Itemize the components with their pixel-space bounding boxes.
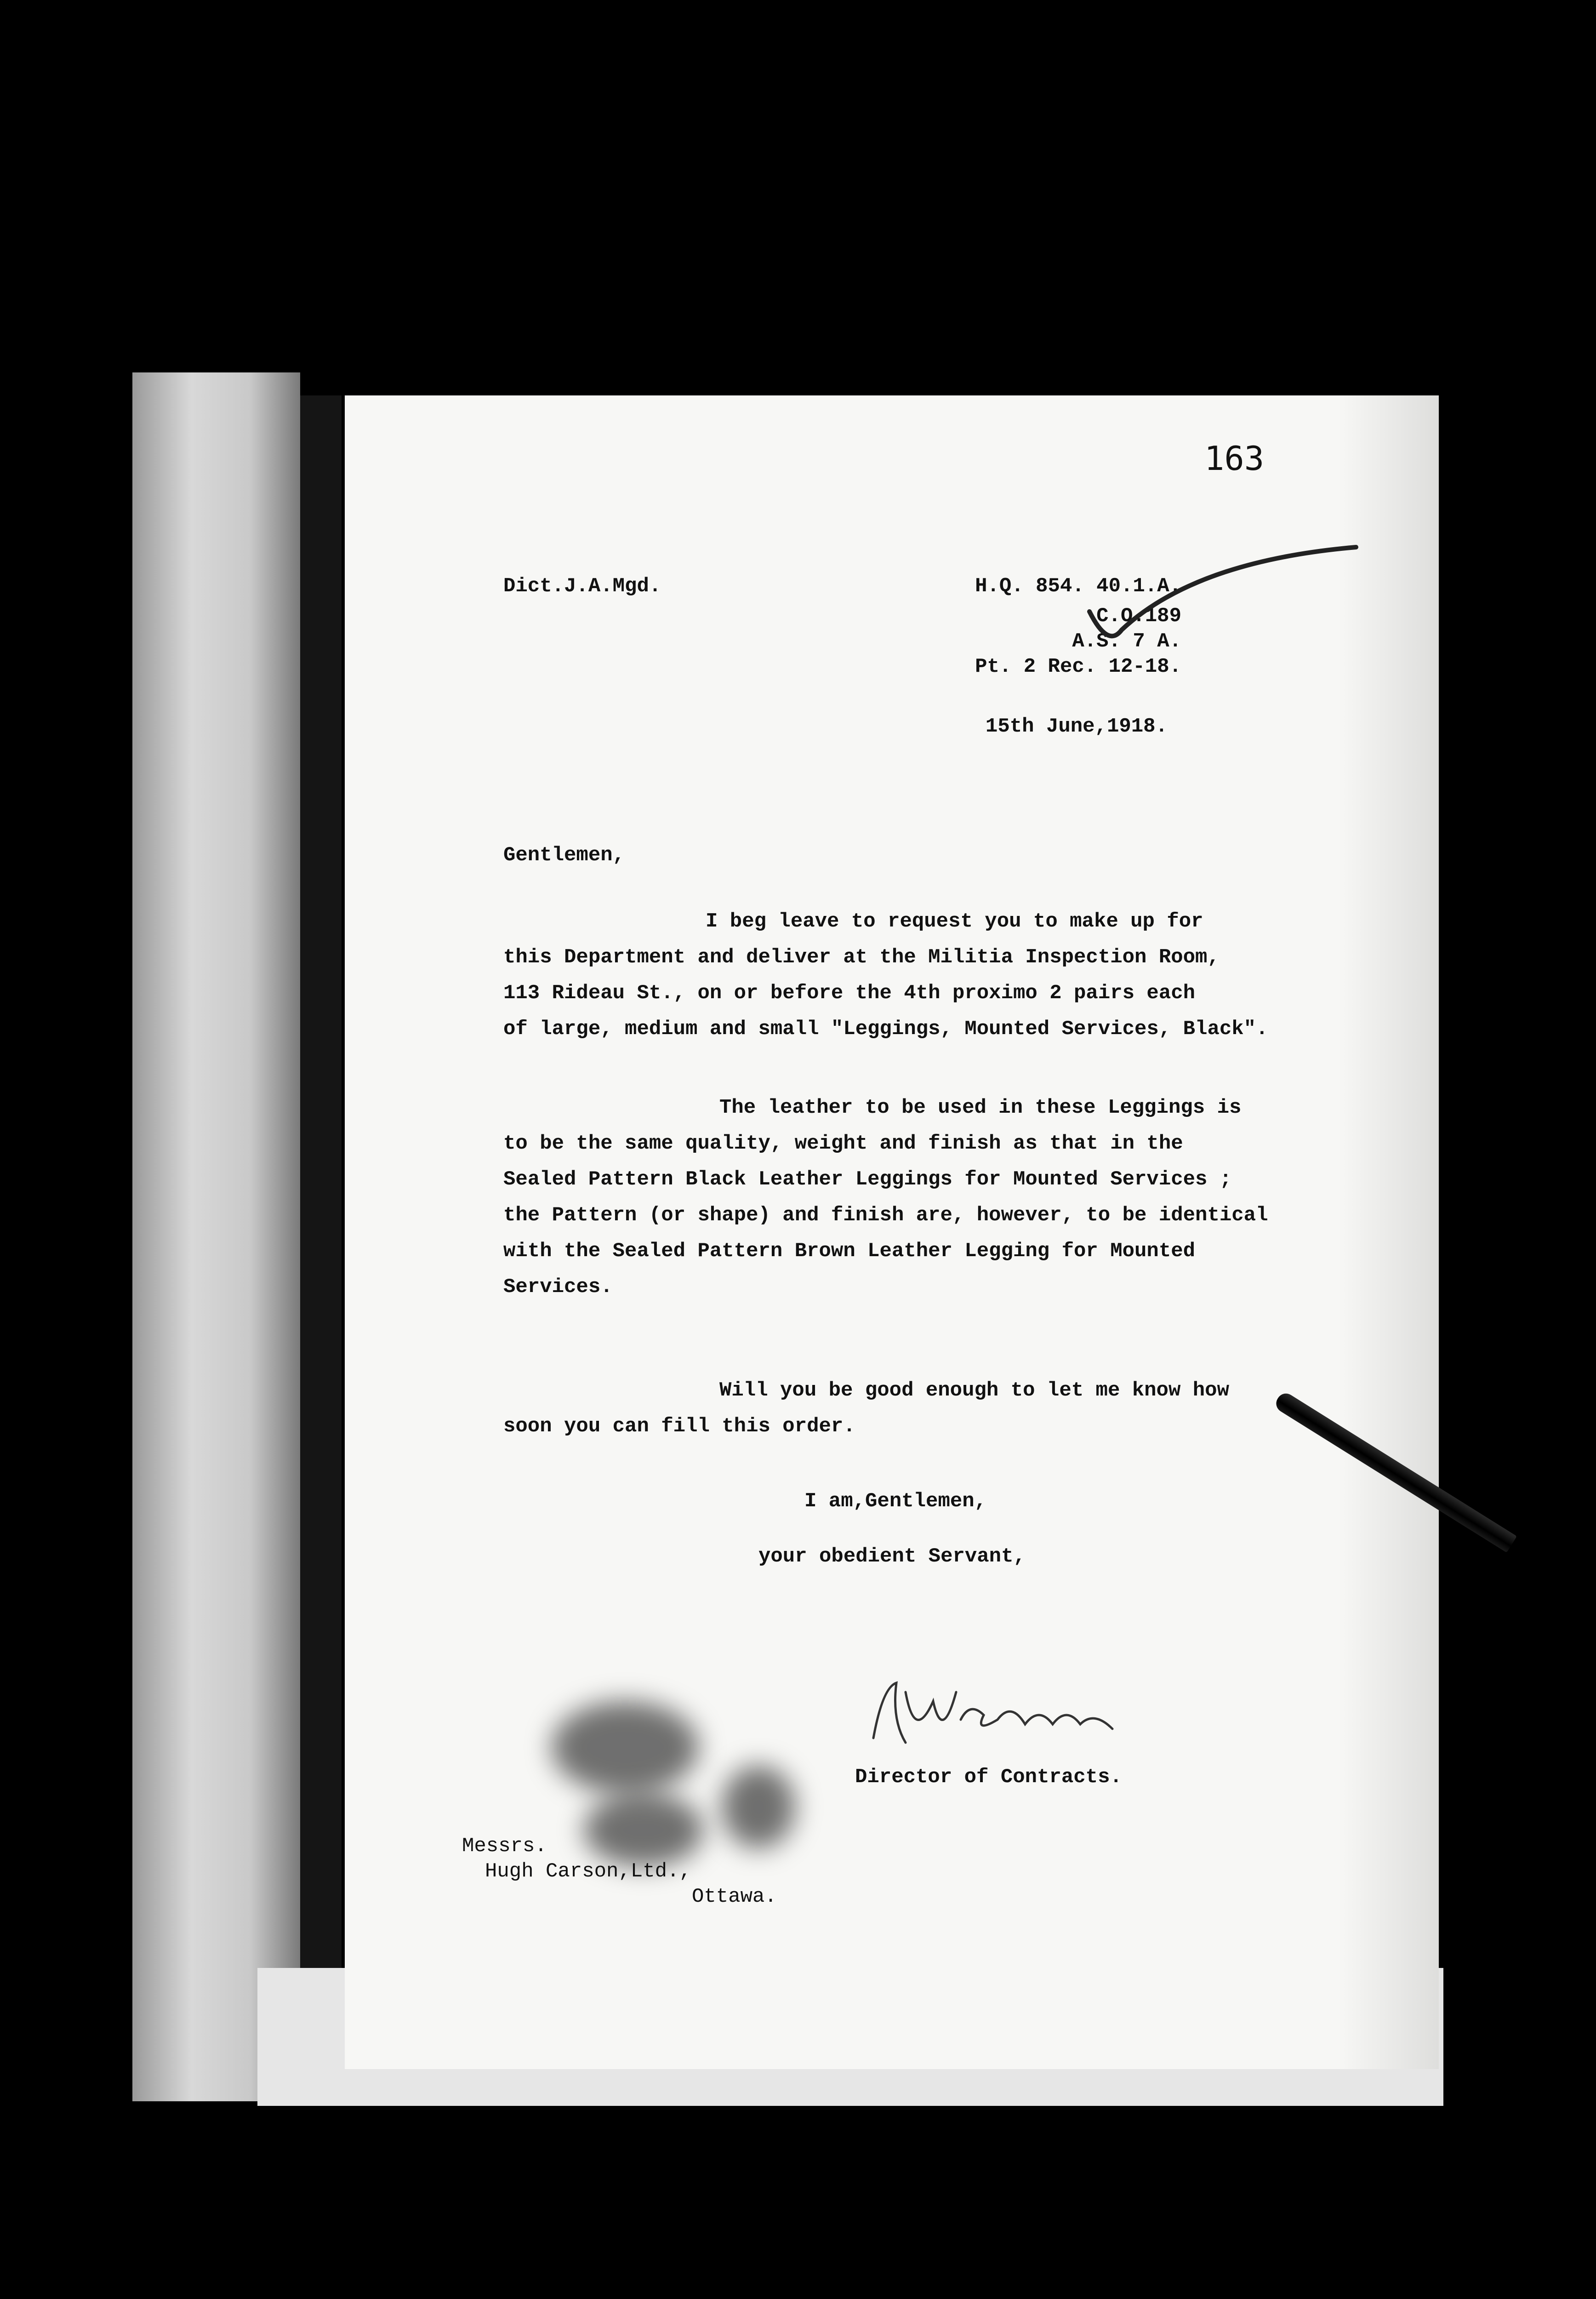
- file-reference: C.O.189: [1096, 605, 1181, 628]
- body-line: I beg leave to request you to make up for: [706, 910, 1203, 933]
- handwritten-signature: [864, 1674, 1122, 1752]
- recipient-line: Messrs.: [462, 1835, 547, 1858]
- ink-smudge: [552, 1701, 699, 1793]
- body-line: soon you can fill this order.: [503, 1415, 855, 1438]
- letter-date: 15th June,1918.: [985, 715, 1168, 738]
- binding-strip: [132, 372, 300, 2101]
- body-line: Will you be good enough to let me know how: [719, 1379, 1229, 1402]
- body-line: this Department and deliver at the Militia Inspection Room,: [503, 946, 1220, 969]
- signatory-title: Director of Contracts.: [855, 1766, 1122, 1789]
- ink-smudge: [722, 1766, 795, 1848]
- closing-line: I am,Gentlemen,: [804, 1490, 987, 1513]
- page-number: 163: [1204, 439, 1265, 478]
- body-line: Sealed Pattern Black Leather Leggings for Mounted Services ;: [503, 1168, 1232, 1191]
- body-line: with the Sealed Pattern Brown Leather Legging for Mounted: [503, 1240, 1196, 1263]
- checkmark-annotation: [1080, 543, 1365, 662]
- paragraph-inquiry: [503, 1373, 1229, 1444]
- ink-smudge: [584, 1793, 703, 1867]
- paragraph-request: [503, 904, 1268, 1047]
- body-line: Services.: [503, 1275, 613, 1298]
- body-line: to be the same quality, weight and finish as that in the: [503, 1132, 1183, 1155]
- dictation-reference: Dict.J.A.Mgd.: [503, 575, 661, 598]
- body-line: The leather to be used in these Leggings is: [719, 1096, 1242, 1119]
- recipient-line: Hugh Carson,Ltd.,: [485, 1860, 691, 1883]
- body-line: of large, medium and small "Leggings, Mounted Services, Black".: [503, 1018, 1268, 1041]
- body-line: 113 Rideau St., on or before the 4th proximo 2 pairs each: [503, 982, 1196, 1005]
- recipient-line: Ottawa.: [692, 1885, 777, 1908]
- salutation: Gentlemen,: [503, 844, 625, 867]
- file-reference: H.Q. 854. 40.1.A.: [975, 575, 1181, 598]
- closing-line: your obedient Servant,: [758, 1545, 1026, 1568]
- file-reference: A.S. 7 A.: [1072, 630, 1181, 653]
- file-reference: Pt. 2 Rec. 12-18.: [975, 655, 1181, 678]
- letter-sheet: [345, 395, 1439, 2069]
- body-line: the Pattern (or shape) and finish are, however, to be identical: [503, 1204, 1268, 1227]
- page-gutter: [300, 395, 342, 2097]
- paragraph-specification: [503, 1090, 1268, 1305]
